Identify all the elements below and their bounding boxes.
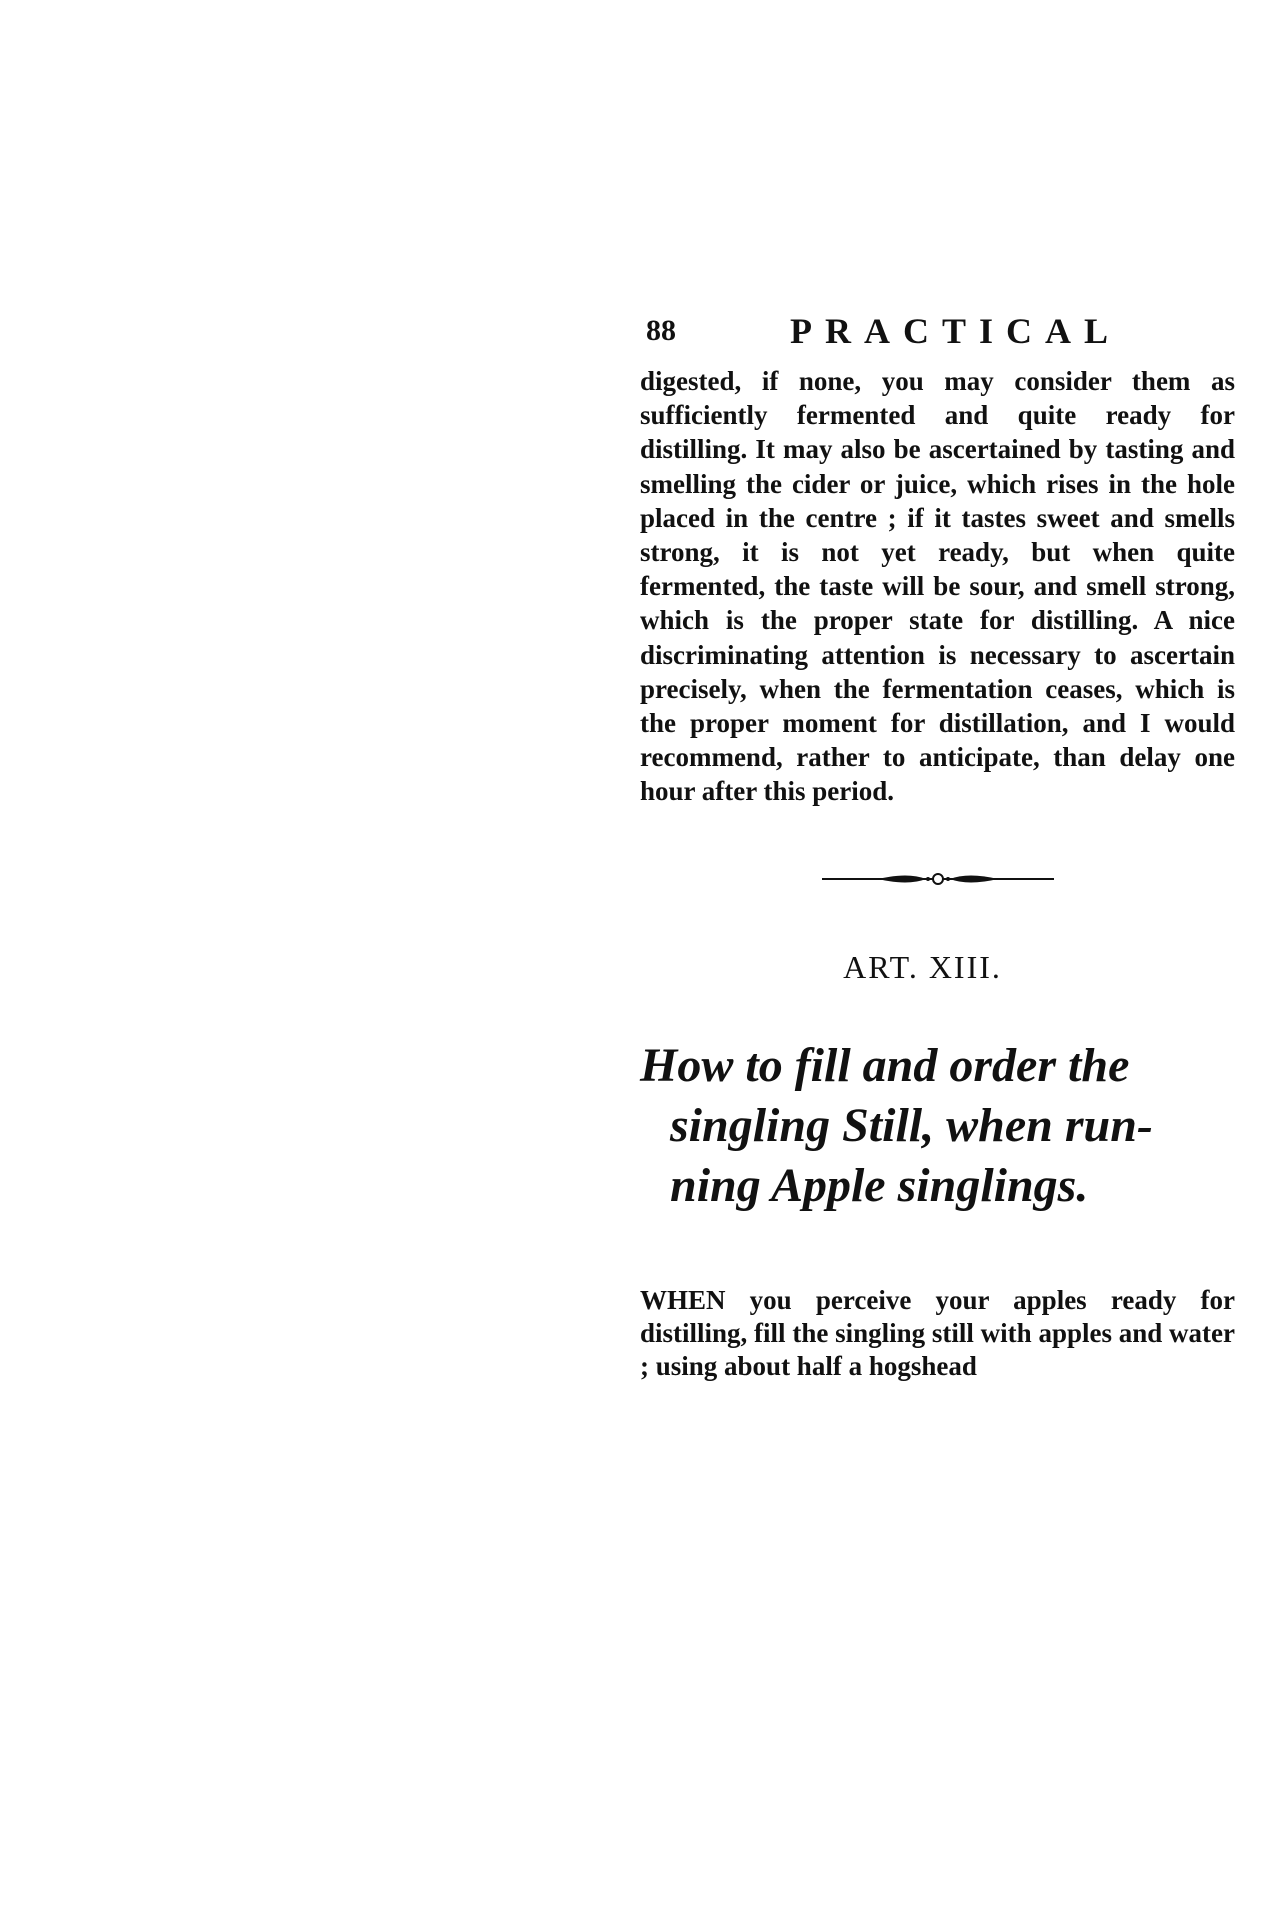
section-title-line: ning Apple singlings. (670, 1158, 1089, 1212)
body-paragraph: digested, if none, you may consider them as sufficiently fermented and quite ready for distilling. It may also be ascertained by tasting and smelling the cider or juice, which rises in the hole placed in the centre ; if it tastes sweet and smells strong, it is not yet ready, but when quite fermented, the taste will be sour, and smell strong, which is the proper state for distilling. A nice discriminating attention is necessary to ascertain precisely, when the fermentation ceases, which is the proper moment for distillation, and I would recommend, rather to anticipate, than delay one hour after this period. (640, 366, 1235, 807)
running-head (640, 310, 1235, 356)
article-heading: ART. XIII. (843, 948, 1002, 985)
section-title-line: singling Still, when run- (670, 1098, 1153, 1152)
section-title-line: How to fill and order the (640, 1038, 1130, 1092)
running-title: PRACTICAL (790, 311, 1122, 351)
book-page (640, 310, 1235, 1410)
page-number: 88 (646, 314, 676, 347)
ornament-rule-icon (818, 871, 1058, 887)
section-title (640, 1036, 1235, 1216)
lead-paragraph: WHEN you perceive your apples ready for distilling, fill the singling still with apples and water ; using about half a hogshead (640, 1284, 1235, 1381)
